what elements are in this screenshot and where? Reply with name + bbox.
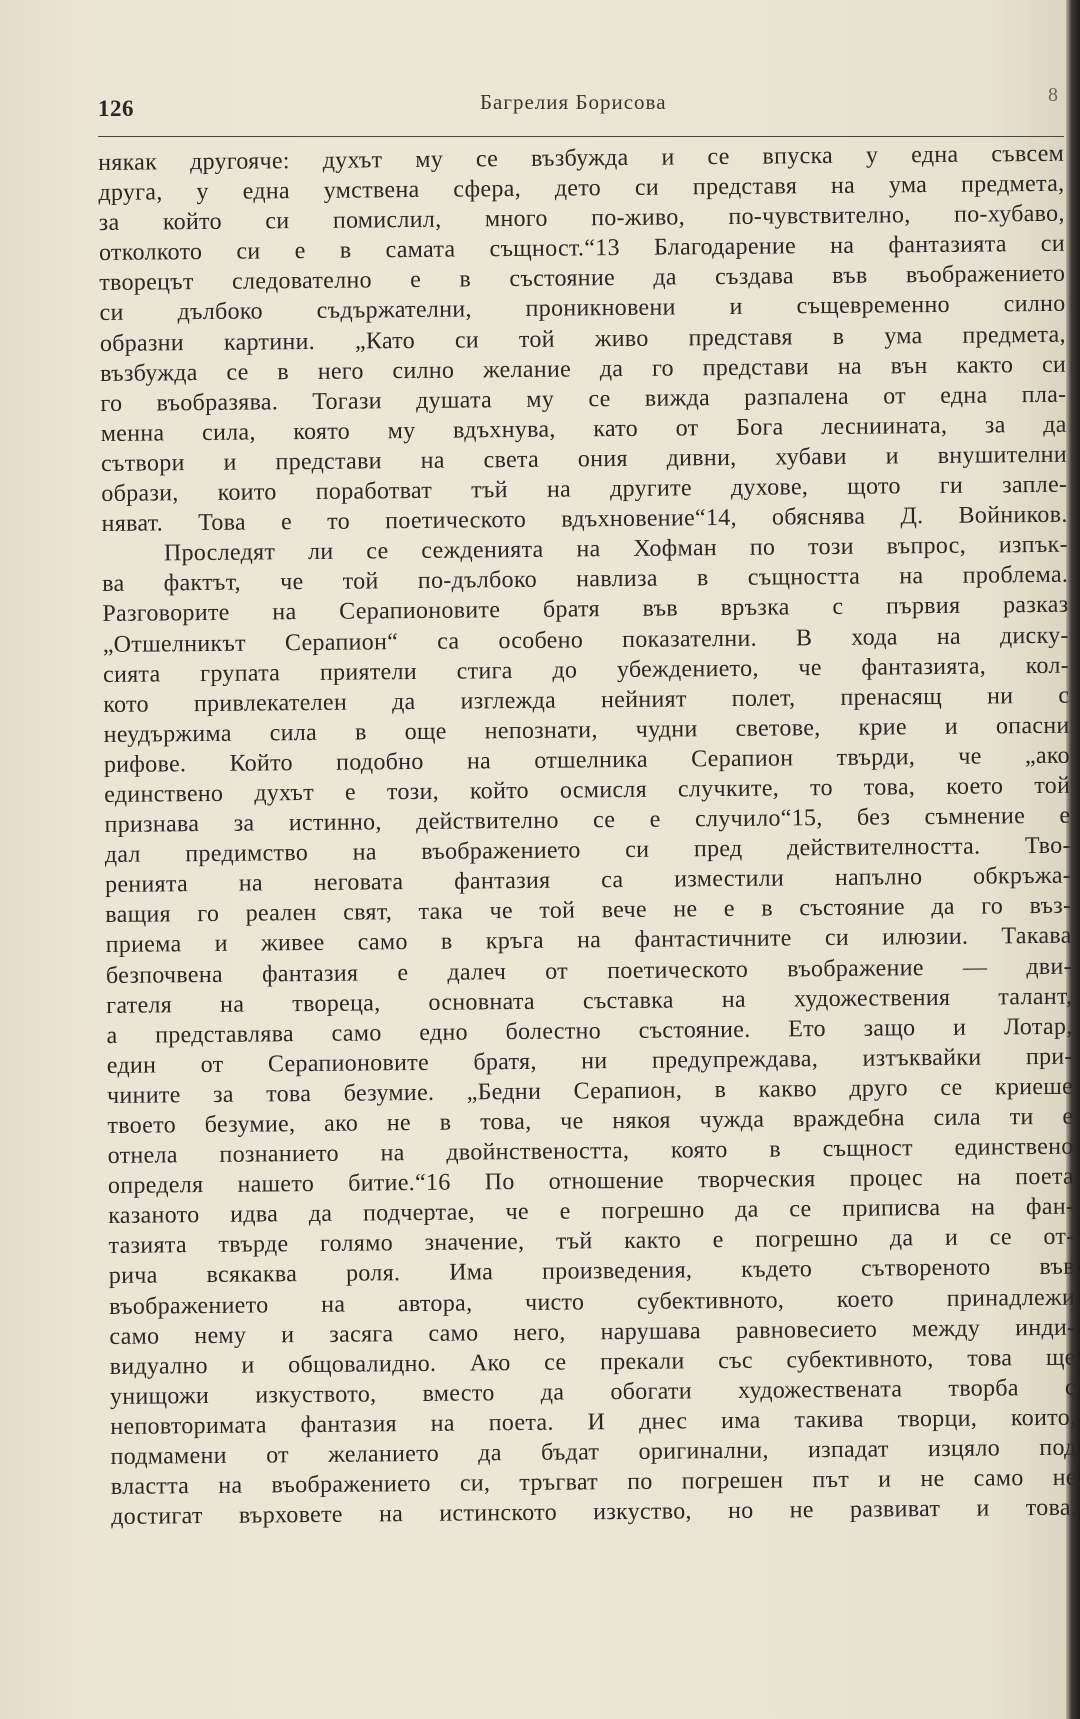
text-line: си дълбоко съдържателни, проникновени и същевременно силно xyxy=(99,291,1066,327)
text-line: Разговорите на Серапионовите братя във връзка с първия разказ xyxy=(102,592,1069,628)
text-line: единствено духът е този, който осмисля случките, то това, което той xyxy=(104,772,1071,808)
text-line: творецът следователно е в състояние да създава във въображението xyxy=(99,261,1066,297)
text-line: ва фактът, че той по-дълбоко навлиза в същността на проблема. xyxy=(102,562,1069,598)
corner-mark: 8 xyxy=(1048,84,1058,106)
text-line: кото привлекателен да изглежда нейният полет, пренасящ ни с xyxy=(103,682,1070,718)
text-line: подмамени от желанието да бъдат оригинални, изпадат изцяло под xyxy=(110,1434,1077,1470)
text-line: унищожи изкуството, вместо да обогати художествената творба с xyxy=(109,1374,1077,1410)
text-line: възбужда се в него силно желание да го представи на вън както си xyxy=(100,351,1067,387)
text-line: дал предимство на въображението си пред действителността. Тво- xyxy=(104,832,1071,869)
text-line: въображението на автора, чисто субективното, което принадлежи xyxy=(108,1284,1076,1320)
text-line: сията групата приятели стига до убеждението, че фантазията, кол- xyxy=(102,652,1070,688)
text-line: казаното идва да подчертае, че е погрешно да се приписва на фан- xyxy=(108,1193,1075,1230)
text-line: за който си помислил, много по-живо, по-чувствително, по-хубаво, xyxy=(98,200,1065,237)
text-line: видуално и общовалидно. Ако се прекали със субективното, това ще xyxy=(109,1344,1076,1380)
paragraph-start-line: Проследят ли се сежденията на Хофман по този въпрос, изпък- xyxy=(163,531,1068,567)
text-line: признава за истинно, действително се е случило“15, без съмнение е xyxy=(104,802,1071,839)
text-line: властта на въображението си, тръгват по погрешен път и не само не xyxy=(110,1464,1077,1501)
text-line: друга, у една умствена сфера, дето си представя на ума предмета, xyxy=(98,170,1065,207)
text-line: го въобразява. Тогази душата му се вижда разпалена от една пла- xyxy=(100,381,1067,417)
text-line: отнела познанието на двойнствеността, която в същност единствено xyxy=(107,1133,1074,1170)
header-rule xyxy=(98,136,1064,137)
text-line: гателя на твореца, основната съставка на художествения талант, xyxy=(106,983,1073,1019)
text-line: „Отшелникът Серапион“ са особено показателни. В хода на диску- xyxy=(102,622,1069,658)
text-line: ващия го реален свят, така че той вече не е в състояние да го въз- xyxy=(105,893,1072,929)
running-title: Багрелия Борисова xyxy=(480,90,667,114)
page-header xyxy=(98,86,1064,126)
text-line: сътвори и представи на света ония дивни, хубави и внушителни xyxy=(100,441,1068,477)
text-line: един от Серапионовите братя, ни предупреждава, изтъквайки при- xyxy=(106,1043,1073,1079)
page-number: 126 xyxy=(98,96,134,121)
text-line: приема и живее само в кръга на фантастичните си илюзии. Такава xyxy=(105,923,1072,959)
body-text xyxy=(98,139,1077,1533)
text-line: менна сила, която му вдъхнува, като от Бога лесниината, за да xyxy=(100,411,1067,447)
text-line: няват. Това е то поетическото вдъхновение“14, обяснява Д. Войников. xyxy=(101,501,1068,538)
text-line: неудържима сила в още непознати, чудни светове, крие и опасни xyxy=(103,712,1070,748)
text-line: само нему и засяга само него, нарушава равновесието между инди- xyxy=(109,1314,1076,1350)
text-line: ренията на неговата фантазия са изместили напълно обкръжа- xyxy=(104,862,1072,899)
text-line: достигат върховете на истинското изкуство, но не развиват и това, xyxy=(111,1494,1078,1531)
text-line: безпочвена фантазия е далеч от поетическото въображение — дви- xyxy=(105,953,1073,989)
text-line: тазията твърде голямо значение, тъй както е погрешно да и се от- xyxy=(108,1224,1075,1260)
text-line: твоето безумие, ако не в това, че някоя чужда враждебна сила ти е xyxy=(107,1103,1074,1139)
text-line: някак другояче: духът му се възбужда и се впуска у една съвсем xyxy=(98,140,1065,176)
text-line: рича всякаква роля. Има произведения, където сътвореното във xyxy=(108,1254,1075,1290)
text-line: определя нашето битие.“16 По отношение творческия процес на поета xyxy=(107,1163,1075,1200)
text-line: рифове. Който подобно на отшелника Серапион твърди, че „ако xyxy=(103,742,1071,778)
text-line: образни картини. „Като си той живо представя в ума предмета, xyxy=(99,321,1066,357)
text-line: чините за това безумие. „Бедни Серапион, в какво друго се криеше xyxy=(106,1073,1074,1109)
text-line: неповторимата фантазия на поета. И днес има такива творци, които, xyxy=(110,1404,1077,1440)
text-line: отколкото си е в самата същност.“13 Благодарение на фантазията си xyxy=(98,231,1066,267)
text-line: образи, които поработват тъй на другите духове, щото ги запле- xyxy=(101,471,1068,508)
text-line: а представлява само едно болестно състояние. Ето защо и Лотар, xyxy=(106,1013,1073,1049)
